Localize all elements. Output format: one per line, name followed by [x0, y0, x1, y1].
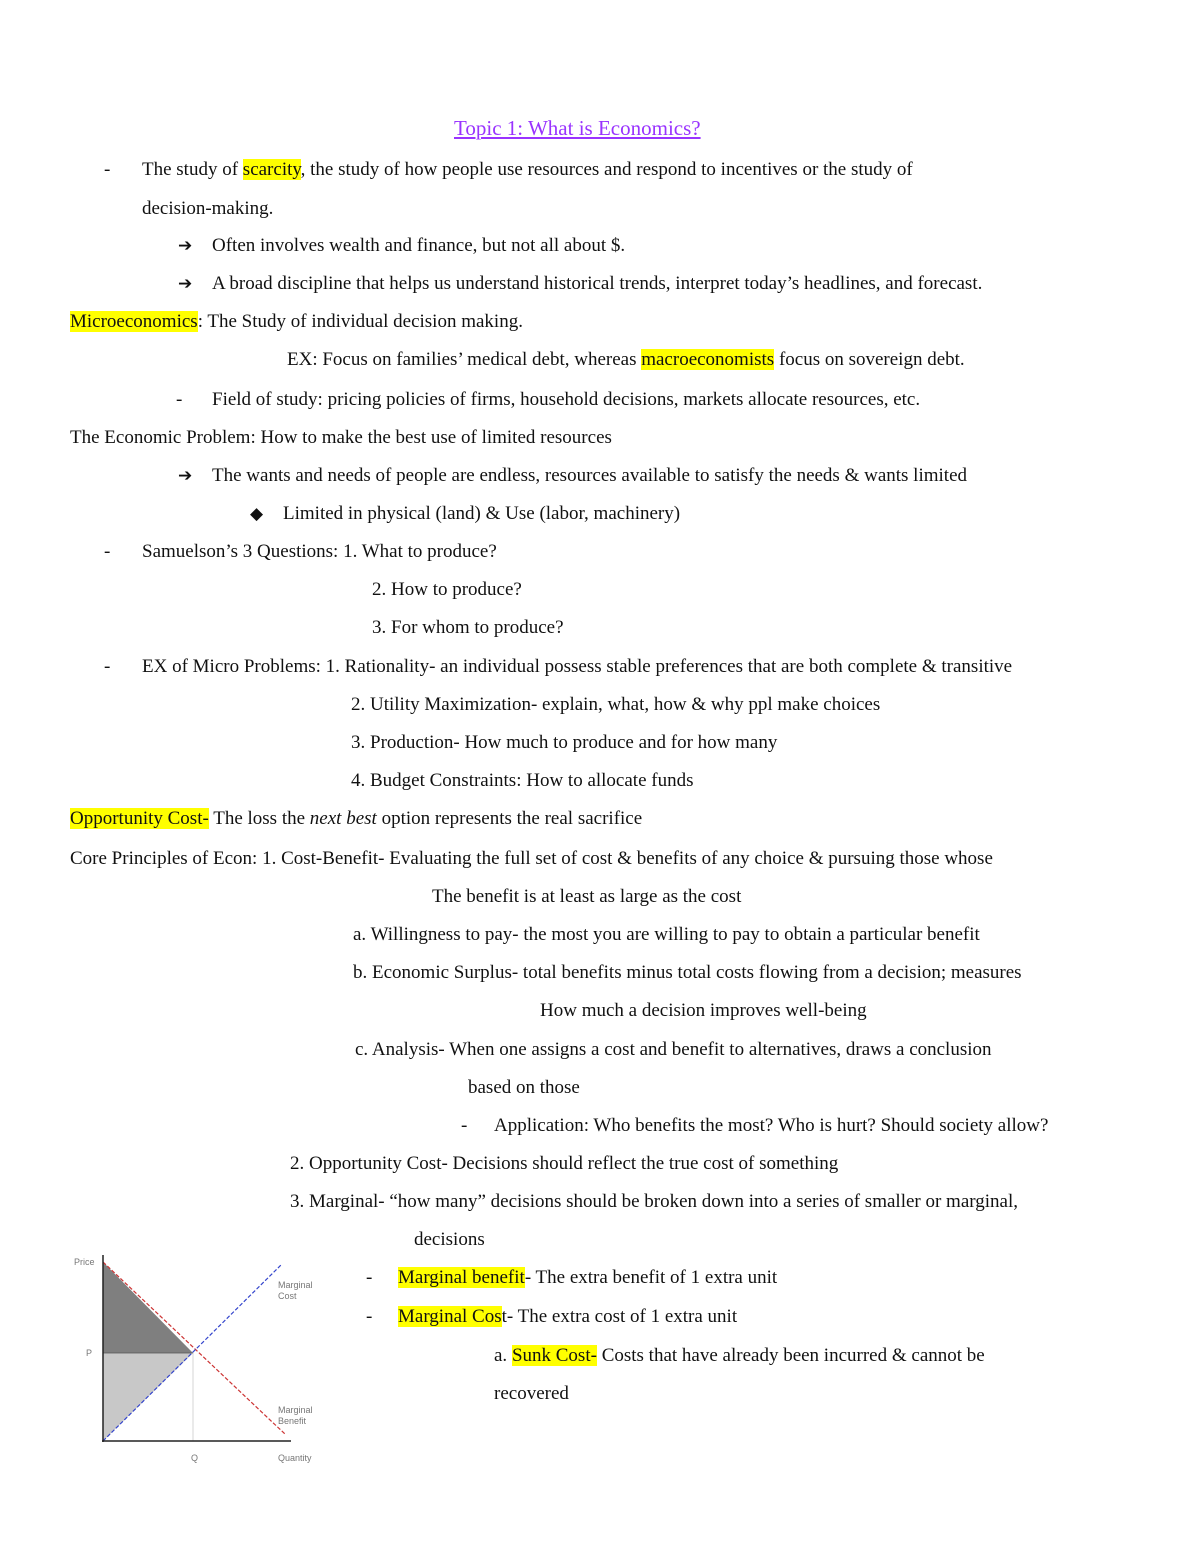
core-p2: 2. Opportunity Cost- Decisions should reflect the true cost of something	[290, 1153, 839, 1174]
x-axis-label: Quantity	[278, 1453, 312, 1463]
opportunity-em: next best	[309, 808, 377, 829]
bullet-dash: -	[366, 1306, 373, 1327]
bullet-dash: -	[176, 389, 183, 410]
bullet-dash: -	[104, 541, 111, 562]
marginal-benefit-term: Marginal benefit	[398, 1267, 525, 1288]
marginal-cost-line	[398, 1305, 737, 1329]
micro-ex-post: focus on sovereign debt.	[774, 349, 965, 370]
surplus-area-upper	[103, 1262, 193, 1353]
samuelson-q3: 3. For whom to produce?	[372, 617, 564, 638]
bullet-dash: -	[104, 159, 111, 180]
micro-example	[287, 348, 965, 372]
samuelson-q2: 2. How to produce?	[372, 579, 522, 600]
intro-pre: The study of	[142, 159, 243, 180]
core-b2: How much a decision improves well-being	[540, 1000, 867, 1021]
core-b1: b. Economic Surplus- total benefits minus total costs flowing from a decision; measures	[353, 962, 1022, 983]
core-c1: c. Analysis- When one assigns a cost and benefit to alternatives, draws a conclusion	[355, 1039, 992, 1060]
problem-bullet-2: Limited in physical (land) & Use (labor, machinery)	[283, 503, 681, 524]
core-p3a: 3. Marginal- “how many” decisions should be broken down into a series of smaller or marginal,	[290, 1191, 1018, 1212]
arrow-icon: ➔	[178, 274, 193, 294]
samuelson-q1: Samuelson’s 3 Questions: 1. What to produce?	[142, 541, 497, 562]
sunk-pre: a.	[494, 1345, 512, 1366]
micro-problem-2: 2. Utility Maximization- explain, what, how & why ppl make choices	[351, 694, 881, 715]
opportunity-line	[70, 807, 642, 831]
marginal-cost-def: t- The extra cost of 1 extra unit	[501, 1306, 738, 1327]
problem-bullet-1: The wants and needs of people are endless, resources available to satisfy the needs & wants limited	[212, 465, 968, 486]
mb-label-1: Marginal	[278, 1405, 313, 1415]
mc-label-2: Cost	[278, 1291, 297, 1301]
micro-ex-pre: EX: Focus on families’ medical debt, whereas	[287, 349, 642, 370]
sunk-cost-line	[494, 1344, 985, 1368]
p-label: P	[86, 1348, 93, 1358]
sunk-def: Costs that have already been incurred & cannot be	[596, 1345, 985, 1366]
micro-problem-1: EX of Micro Problems: 1. Rationality- an individual possess stable preferences that are both complete & transitive	[142, 656, 1013, 677]
sunk-cost-term: Sunk Cost-	[511, 1345, 597, 1366]
micro-field: Field of study: pricing policies of firms, household decisions, markets allocate resources, etc.	[212, 389, 921, 410]
arrow-icon: ➔	[178, 466, 193, 486]
marginal-benefit-line	[398, 1266, 777, 1290]
sunk-cost-cont: recovered	[494, 1383, 569, 1404]
mc-label-1: Marginal	[278, 1280, 313, 1290]
intro-bullet-1: Often involves wealth and finance, but not all about $.	[212, 235, 626, 256]
bullet-dash: -	[366, 1267, 373, 1288]
macro-highlight: macroeconomists	[641, 349, 775, 370]
intro-bullet-2: A broad discipline that helps us understand historical trends, interpret today’s headlines, and forecast.	[212, 273, 983, 294]
opportunity-pre: The loss the	[208, 808, 310, 829]
marginal-graph	[66, 1250, 326, 1470]
mb-label-2: Benefit	[278, 1416, 307, 1426]
micro-problem-4: 4. Budget Constraints: How to allocate funds	[351, 770, 694, 791]
core-c2: based on those	[468, 1077, 580, 1098]
core-line-2: The benefit is at least as large as the cost	[432, 886, 742, 907]
scarcity-highlight: scarcity	[242, 159, 301, 180]
page-title: Topic 1: What is Economics?	[454, 116, 701, 140]
marginal-cost-term: Marginal Cos	[398, 1306, 502, 1327]
core-a: a. Willingness to pay- the most you are willing to pay to obtain a particular benefit	[353, 924, 980, 945]
micro-line	[70, 310, 523, 334]
diamond-icon: ◆	[250, 504, 264, 524]
bullet-dash: -	[104, 656, 111, 677]
opportunity-post: option represents the real sacrifice	[376, 808, 643, 829]
bullet-dash: -	[461, 1115, 468, 1136]
intro-post: , the study of how people use resources and respond to incentives or the study of	[300, 159, 913, 180]
economic-problem: The Economic Problem: How to make the best use of limited resources	[70, 427, 612, 448]
marginal-benefit-def: - The extra benefit of 1 extra unit	[524, 1267, 778, 1288]
opportunity-term: Opportunity Cost-	[70, 808, 209, 829]
core-p3b: decisions	[414, 1229, 485, 1250]
core-line-1: Core Principles of Econ: 1. Cost-Benefit- Evaluating the full set of cost & benefits of any choice & pursuing those whose	[70, 848, 993, 869]
intro-cont: decision-making.	[142, 198, 274, 219]
micro-term: Microeconomics	[70, 311, 198, 332]
intro-line	[142, 158, 913, 182]
q-label: Q	[191, 1453, 199, 1463]
micro-problem-3: 3. Production- How much to produce and for how many	[351, 732, 778, 753]
micro-def: : The Study of individual decision making.	[197, 311, 523, 332]
core-application: Application: Who benefits the most? Who is hurt? Should society allow?	[494, 1115, 1049, 1136]
arrow-icon: ➔	[178, 236, 193, 256]
y-axis-label: Price	[74, 1257, 95, 1267]
